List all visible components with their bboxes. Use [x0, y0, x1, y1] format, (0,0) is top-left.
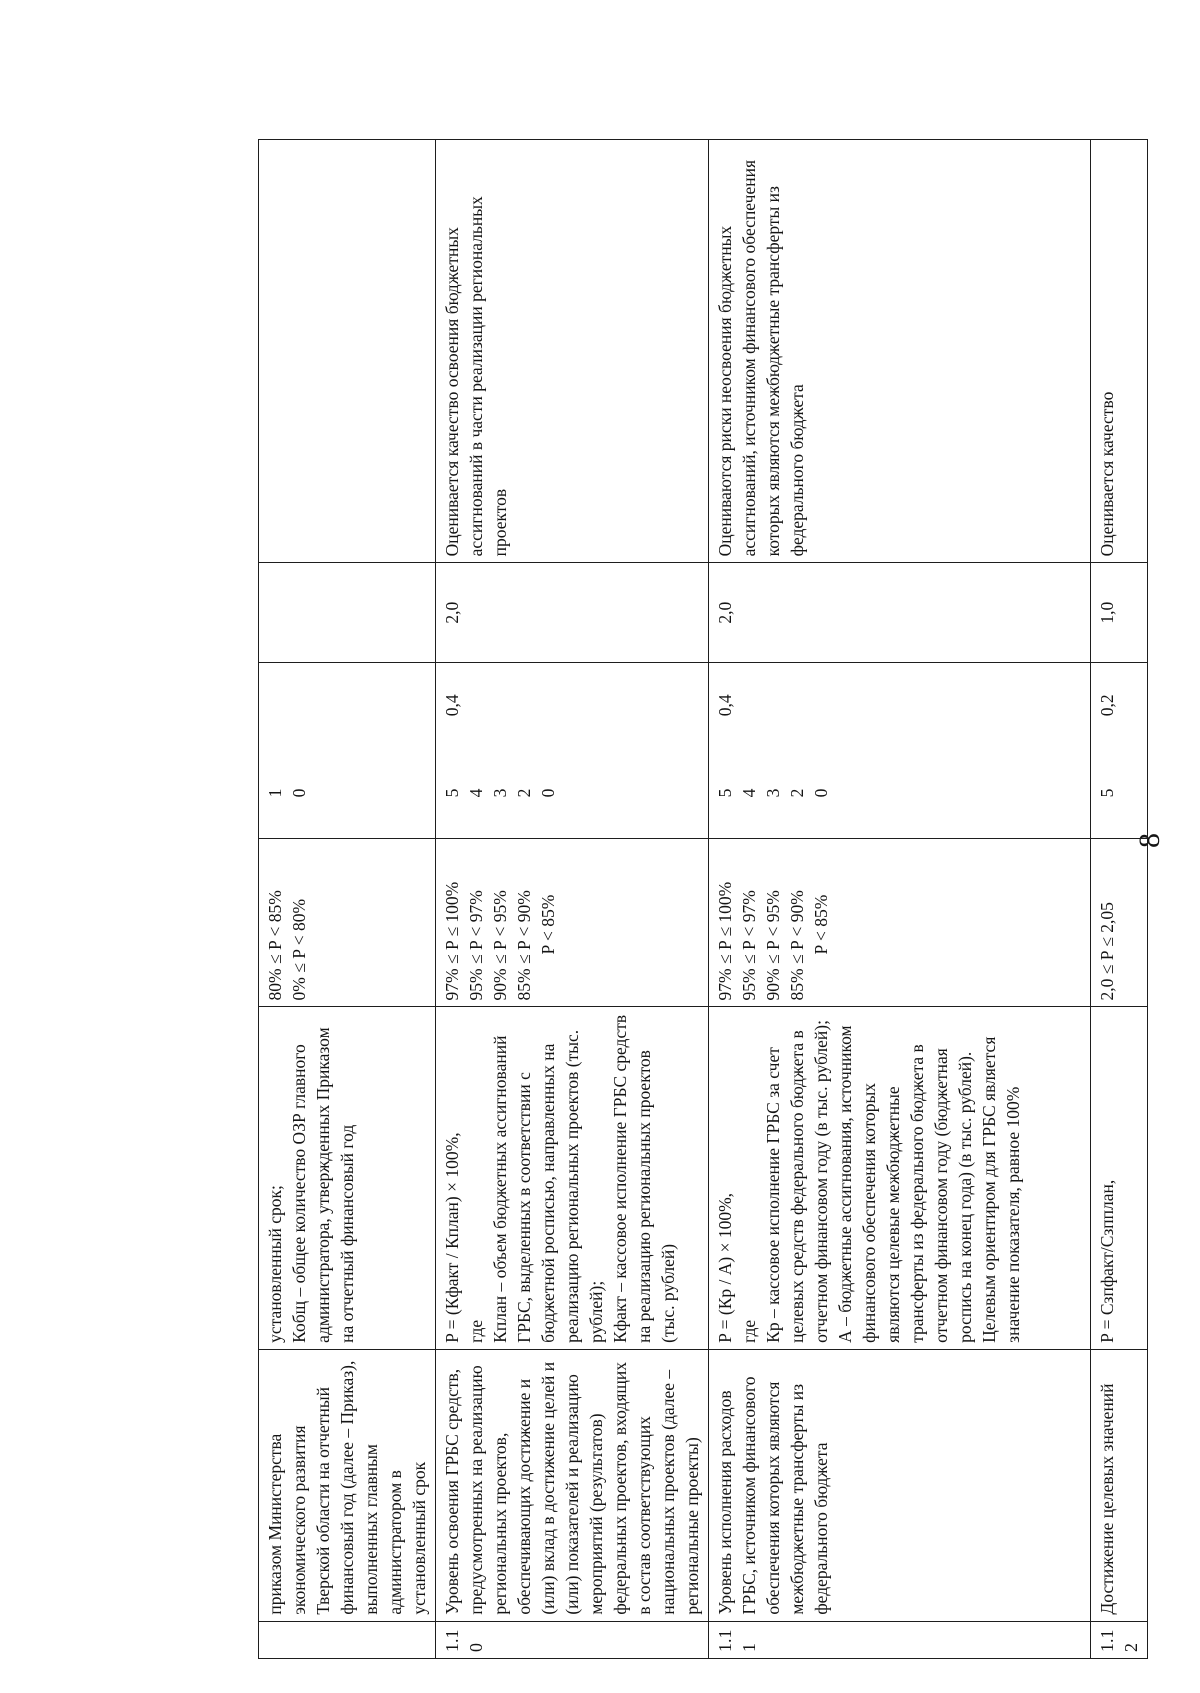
page-number: 8: [1133, 833, 1166, 848]
indicator-formula: P = Сзпфакт/Сзпплан,: [1091, 1007, 1148, 1349]
indicator-criteria: 97% ≤ P ≤ 100% 95% ≤ P < 97% 90% ≤ P < 95% 85% ≤ P < 90% P < 85%: [436, 839, 709, 1007]
indicators-table: [258, 139, 1148, 1659]
indicator-comment: Оценивается качество освоения бюджетных ассигнований в части реализации региональных проектов: [436, 140, 709, 563]
indicator-max-score: 2,0: [436, 563, 709, 663]
indicator-comment: [259, 140, 436, 563]
indicator-weight: 0,2: [1091, 662, 1148, 747]
indicator-points: 1 0: [259, 748, 436, 839]
indicator-weight: 0,4: [436, 662, 709, 747]
indicator-points: 5 4 3 2 0: [436, 748, 709, 839]
indicator-max-score: 2,0: [709, 563, 1091, 663]
indicator-formula: P = (Кфакт / Кплан) × 100%, где Кплан – объем бюджетных ассигнований ГРБС, выделенных в соответствии с бюджетной росписью, направленных на реализацию региональных проектов (тыс. рублей); Кфакт – кассовое исполнение ГРБС средств на реализацию региональных проектов (тыс. рублей): [436, 1007, 709, 1349]
indicator-name: приказом Министерства экономического развития Тверской области на отчетный финансовый год (далее – Приказ), выполненных главным администратором в установленный срок: [259, 1349, 436, 1621]
indicator-name: Достижение целевых значений: [1091, 1349, 1148, 1621]
row-number: 1.10: [436, 1621, 709, 1658]
row-number: 1.12: [1091, 1621, 1148, 1658]
indicator-comment: Оцениваются риски неосвоения бюджетных ассигнований, источником финансового обеспечения которых являются межбюджетные трансферты из федерального бюджета: [709, 140, 1091, 563]
table-row: [1091, 140, 1148, 1659]
indicator-name: Уровень освоения ГРБС средств, предусмотренных на реализацию региональных проектов, обеспечивающих достижение и (или) вклад в достижение целей и (или) показателей и реализацию мероприятий (результатов) федеральных проектов, входящих в состав соответствующих национальных проектов (далее – региональные проекты): [436, 1349, 709, 1621]
indicator-criteria: 2,0 ≤ P ≤ 2,05: [1091, 839, 1148, 1007]
indicator-criteria: 80% ≤ P < 85% 0% ≤ P < 80%: [259, 839, 436, 1007]
indicator-weight: [259, 662, 436, 747]
indicator-comment: Оценивается качество: [1091, 140, 1148, 563]
row-number: 1.11: [709, 1621, 1091, 1658]
indicator-formula: P = (Кр / А) × 100%, где Кр – кассовое исполнение ГРБС за счет целевых средств федерального бюджета в отчетном финансовом году (в тыс. рублей); А – бюджетные ассигнования, источником финансового обеспечения которых являются целевые межбюджетные трансферты из федерального бюджета в отчетном финансовом году (бюджетная роспись на конец года) (в тыс. рублей). Целевым ориентиром для ГРБС является значение показателя, равное 100%: [709, 1007, 1091, 1349]
indicator-max-score: 1,0: [1091, 563, 1148, 663]
document-body: [10, 116, 1141, 1686]
row-number: [259, 1621, 436, 1658]
rotated-page: [10, 116, 1166, 1686]
table-row: [709, 140, 1091, 1659]
indicator-max-score: [259, 563, 436, 663]
indicator-name: Уровень исполнения расходов ГРБС, источником финансового обеспечения которых являются межбюджетные трансферты из федерального бюджета: [709, 1349, 1091, 1621]
indicator-weight: 0,4: [709, 662, 1091, 747]
indicator-points: 5 4 3 2 0: [709, 748, 1091, 839]
table-row: [436, 140, 709, 1659]
indicator-formula: установленный срок; Кобщ – общее количество ОЗР главного администратора, утвержденных Приказом на отчетный финансовый год: [259, 1007, 436, 1349]
indicator-criteria: 97% ≤ P ≤ 100% 95% ≤ P < 97% 90% ≤ P < 95% 85% ≤ P < 90% P < 85%: [709, 839, 1091, 1007]
indicator-points: 5: [1091, 748, 1148, 839]
table-row: [259, 140, 436, 1659]
